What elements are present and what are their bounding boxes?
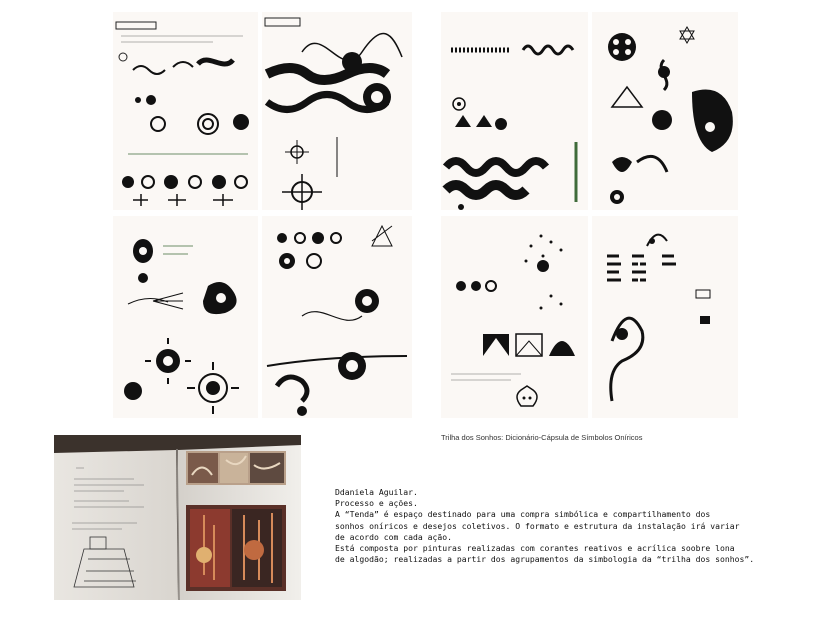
- figure-caption: Trilha dos Sonhos: Dicionário-Cápsula de Símbolos Oníricos: [441, 433, 643, 442]
- sketch-page-7: [441, 216, 588, 418]
- description-line: Ddaniela Aguilar.: [335, 487, 418, 497]
- sketch-page-6: [592, 12, 738, 210]
- sketch-page-2: [262, 12, 412, 210]
- sketch-page-8: [592, 216, 738, 418]
- description-line: Processo e ações.: [335, 498, 418, 509]
- sketch-page-1: [113, 12, 258, 210]
- sketch-page-8-drawing: [592, 216, 738, 418]
- sketch-page-3: [113, 216, 258, 418]
- sketch-page-6-drawing: [592, 12, 738, 210]
- description-line: de acordo com cada ação.: [335, 531, 452, 542]
- sketch-page-4: [262, 216, 412, 418]
- sketch-page-4-drawing: [262, 216, 412, 418]
- description-line: Está composta por pinturas realizadas com corantes reativos e acrílica soobre lona: [335, 543, 735, 554]
- sketch-page-5-drawing: [441, 12, 588, 210]
- sketch-page-5: [441, 12, 588, 210]
- sketchbook-photo: [54, 435, 301, 600]
- sketch-page-2-drawing: [262, 12, 412, 210]
- description-text: [335, 487, 815, 565]
- description-line: sonhos oníricos e desejos coletivos. O formato e estrutura da instalação irá variar: [335, 520, 740, 531]
- sketch-page-7-drawing: [441, 216, 588, 418]
- sketch-page-1-drawing: [113, 12, 258, 210]
- sketchbook-photo-image: [54, 435, 301, 600]
- description-line: A “Tenda” é espaço destinado para uma compra simbólica e compartilhamento dos: [335, 509, 711, 520]
- sketch-page-3-drawing: [113, 216, 258, 418]
- description-line: de algodão; realizadas a partir dos agrupamentos da simbologia da “trilha dos sonhos”.: [335, 554, 755, 565]
